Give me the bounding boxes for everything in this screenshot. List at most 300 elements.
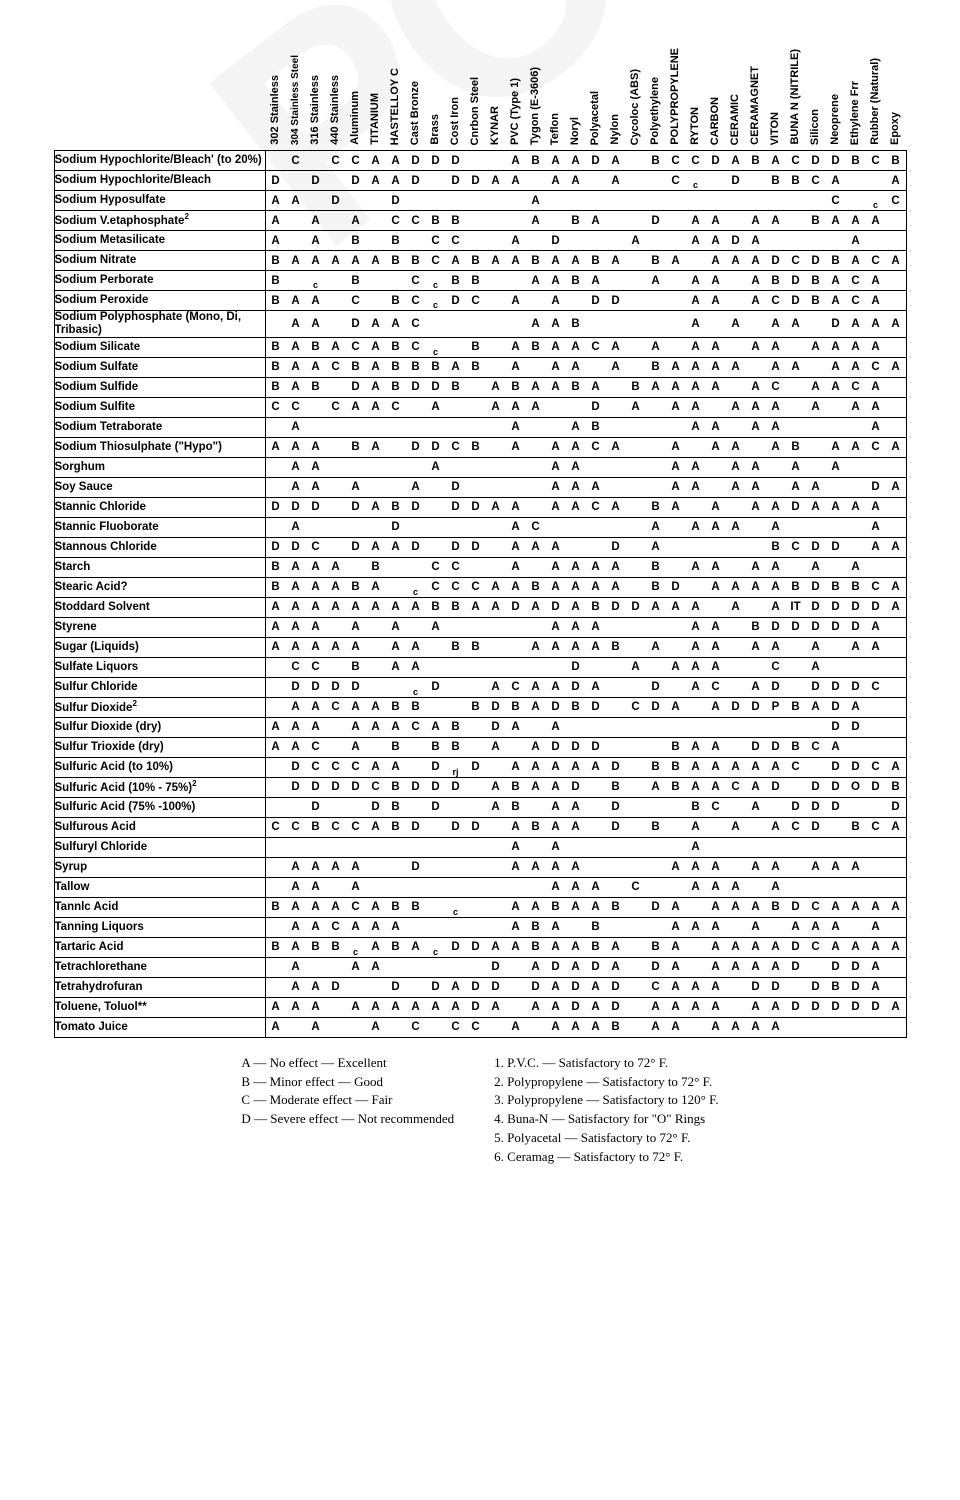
rating-cell [366,637,386,657]
rating-cell: B [386,737,406,757]
rating-cell [746,837,766,857]
rating-cell [686,957,706,977]
rating-cell: A [566,357,586,377]
rating-cell: D [786,797,806,817]
rating-cell: A [866,957,886,977]
rating-cell [726,377,746,397]
rating-cell: D [486,697,506,717]
rating-cell: A [766,311,786,338]
rating-cell: A [866,377,886,397]
rating-cell: B [426,357,446,377]
rating-cell [746,171,766,191]
rating-cell [846,737,866,757]
rating-cell: A [726,1017,746,1037]
rating-cell: D [466,757,486,777]
rating-cell [466,797,486,817]
chemical-name: Sodium Sulfide [54,377,265,397]
rating-cell [726,917,746,937]
rating-cell: C [786,757,806,777]
rating-cell [366,657,386,677]
rating-cell: A [706,617,726,637]
legend-line: A — No effect — Excellent [241,1054,387,1070]
chemical-name: Sulfur Dioxide$^2$ [54,697,265,717]
rating-cell [646,657,666,677]
rating-cell: A [666,597,686,617]
rating-cell [586,517,606,537]
rating-cell: A [546,311,566,338]
rating-cell: B [646,251,666,271]
rating-cell: D [406,857,426,877]
rating-cell [646,797,666,817]
rating-cell [866,877,886,897]
rating-cell: A [806,557,826,577]
rating-cell [786,557,806,577]
rating-cell: A [806,657,826,677]
rating-cell: A [586,977,606,997]
rating-cell [666,291,686,311]
rating-cell: A [386,537,406,557]
rating-cell: C [866,577,886,597]
rating-cell: A [586,617,606,637]
rating-cell: B [566,271,586,291]
rating-cell: A [286,437,306,457]
rating-cell: A [826,337,846,357]
rating-cell: A [566,817,586,837]
rating-cell [306,151,326,171]
rating-cell [806,837,826,857]
rating-cell: C [846,377,866,397]
rating-cell [566,397,586,417]
column-header [586,0,606,151]
rating-cell [426,957,446,977]
rating-cell: C [466,1017,486,1037]
rating-cell: C [766,657,786,677]
rating-cell: A [726,311,746,338]
rating-cell: A [506,497,526,517]
rating-cell: A [746,917,766,937]
rating-cell: A [426,397,446,417]
rating-cell: C [326,917,346,937]
rating-cell: A [506,557,526,577]
rating-cell: A [806,637,826,657]
rating-cell: A [686,737,706,757]
rating-cell: D [826,311,846,338]
rating-cell: B [766,271,786,291]
rating-cell: A [866,917,886,937]
rating-cell: A [286,377,306,397]
rating-cell: A [746,291,766,311]
rating-cell [726,637,746,657]
chemical-name: Sodium Tetraborate [54,417,265,437]
chemical-name: Tanning Liquors [54,917,265,937]
rating-cell [826,817,846,837]
rating-cell: A [586,877,606,897]
rating-cell [886,337,907,357]
rating-cell [326,477,346,497]
rating-cell: A [666,397,686,417]
rating-cell: B [386,337,406,357]
rating-cell [666,517,686,537]
rating-cell: B [446,271,466,291]
rating-cell: A [706,857,726,877]
rating-cell: C [326,697,346,717]
rating-cell: A [766,151,786,171]
rating-cell: B [386,291,406,311]
rating-cell: A [646,377,666,397]
rating-cell: A [766,857,786,877]
rating-cell [886,717,907,737]
rating-cell: c [686,171,706,191]
rating-cell: B [426,211,446,231]
rating-cell: A [766,437,786,457]
chemical-name: Sulfur Trioxide (dry) [54,737,265,757]
rating-cell [766,797,786,817]
rating-cell: A [606,557,626,577]
rating-cell: B [806,291,826,311]
rating-cell: C [446,437,466,457]
rating-cell [486,917,506,937]
rating-cell [726,191,746,211]
rating-cell: D [366,797,386,817]
rating-cell: A [286,697,306,717]
rating-cell: D [265,537,286,557]
column-header [406,0,426,151]
rating-cell [386,877,406,897]
rating-cell: C [286,397,306,417]
rating-cell [646,397,666,417]
rating-cell [466,151,486,171]
rating-cell: C [426,231,446,251]
rating-cell [686,717,706,737]
rating-cell [686,1017,706,1037]
rating-cell: A [666,1017,686,1037]
table-row [54,151,906,171]
rating-cell [426,837,446,857]
rating-cell: D [866,777,886,797]
rating-cell: B [265,377,286,397]
rating-cell [406,397,426,417]
rating-cell: A [286,917,306,937]
rating-cell: A [506,1017,526,1037]
table-row [54,677,906,697]
rating-cell: D [346,777,366,797]
rating-cell: O [846,777,866,797]
rating-cell [486,537,506,557]
rating-cell: D [786,957,806,977]
rating-cell: C [446,557,466,577]
rating-cell [786,777,806,797]
table-row [54,457,906,477]
rating-cell: A [726,817,746,837]
rating-cell [826,397,846,417]
rating-cell: D [606,597,626,617]
rating-cell: A [586,211,606,231]
rating-cell [626,497,646,517]
rating-cell: A [586,757,606,777]
rating-cell [526,357,546,377]
rating-cell [786,377,806,397]
rating-cell [626,897,646,917]
rating-cell: A [846,251,866,271]
rating-cell [606,191,626,211]
rating-cell: C [346,757,366,777]
rating-cell: A [366,377,386,397]
rating-cell [786,397,806,417]
rating-cell: D [466,977,486,997]
rating-cell: D [406,817,426,837]
rating-cell [626,271,646,291]
rating-cell: A [846,557,866,577]
rating-cell [846,171,866,191]
rating-cell [426,637,446,657]
chemical-name: Sulfate Liquors [54,657,265,677]
rating-cell: A [746,251,766,271]
rating-cell [726,837,746,857]
rating-cell: D [826,617,846,637]
rating-cell: A [566,857,586,877]
rating-cell [626,797,646,817]
rating-cell: D [786,937,806,957]
rating-cell [386,437,406,457]
rating-cell [506,877,526,897]
rating-cell [265,677,286,697]
rating-cell: A [486,377,506,397]
rating-cell: D [806,151,826,171]
rating-cell [606,877,626,897]
rating-cell: A [666,437,686,457]
rating-cell: A [265,617,286,637]
rating-cell: A [346,917,366,937]
rating-cell: A [826,917,846,937]
rating-cell [766,717,786,737]
rating-cell: D [346,377,366,397]
rating-cell [846,191,866,211]
rating-cell [526,617,546,637]
rating-cell: A [606,357,626,377]
rating-cell: A [686,977,706,997]
rating-cell: C [446,231,466,251]
rating-cell: B [646,497,666,517]
rating-cell [446,677,466,697]
rating-cell [846,797,866,817]
rating-cell: A [286,477,306,497]
chemical-name: Styrene [54,617,265,637]
rating-cell [746,191,766,211]
legend-line: 6. Ceramag — Satisfactory to 72° F. [494,1148,684,1164]
rating-cell: A [386,597,406,617]
rating-cell: A [506,757,526,777]
rating-cell [326,171,346,191]
rating-cell [666,417,686,437]
rating-cell [386,677,406,697]
rating-cell: B [586,597,606,617]
rating-cell: A [866,977,886,997]
rating-cell: A [406,997,426,1017]
rating-cell: C [806,171,826,191]
rating-cell: D [726,171,746,191]
rating-cell: C [386,397,406,417]
rating-cell [626,937,646,957]
rating-cell: D [286,497,306,517]
rating-cell: D [806,251,826,271]
rating-cell: A [566,437,586,457]
rating-cell [606,477,626,497]
rating-cell [866,457,886,477]
rating-cell: A [526,957,546,977]
rating-cell: B [526,151,546,171]
rating-cell [586,537,606,557]
rating-cell: A [526,677,546,697]
rating-cell [586,857,606,877]
rating-cell [326,877,346,897]
rating-cell: A [686,457,706,477]
rating-cell: A [546,937,566,957]
rating-cell: B [846,151,866,171]
rating-cell: A [486,737,506,757]
rating-cell: A [646,537,666,557]
rating-cell: C [426,577,446,597]
rating-cell [466,617,486,637]
rating-cell [426,417,446,437]
rating-cell: A [506,937,526,957]
rating-cell: D [446,477,466,497]
rating-cell: A [286,517,306,537]
rating-cell: A [846,311,866,338]
rating-cell: A [366,171,386,191]
rating-cell [666,617,686,637]
rating-cell [826,837,846,857]
rating-cell [866,657,886,677]
rating-cell: A [626,657,646,677]
rating-cell: D [466,537,486,557]
rating-cell: C [326,817,346,837]
rating-cell: B [386,777,406,797]
rating-cell: A [666,657,686,677]
legend-line: 3. Polypropylene — Satisfactory to 120° F. [494,1092,719,1108]
chemical-name: Tannlc Acid [54,897,265,917]
rating-cell: A [826,377,846,397]
rating-cell: A [386,997,406,1017]
rating-cell: D [866,477,886,497]
rating-cell: D [826,597,846,617]
rating-cell [265,977,286,997]
table-row [54,291,906,311]
rating-cell: A [306,617,326,637]
rating-cell: B [386,937,406,957]
rating-cell [706,537,726,557]
rating-cell [626,717,646,737]
rating-cell: D [406,497,426,517]
rating-cell [606,737,626,757]
table-row [54,557,906,577]
rating-cell [626,637,646,657]
rating-cell: A [826,291,846,311]
rating-cell [786,517,806,537]
rating-cell: A [366,757,386,777]
rating-cell [265,957,286,977]
rating-cell: D [586,957,606,977]
rating-cell [646,717,666,737]
rating-cell [726,617,746,637]
rating-cell: D [766,251,786,271]
rating-cell: C [786,251,806,271]
rating-cell: B [466,251,486,271]
rating-cell [666,537,686,557]
column-header-label: Brass [429,114,441,145]
rating-cell: A [566,457,586,477]
rating-cell [366,837,386,857]
rating-cell: B [786,171,806,191]
column-header [606,0,626,151]
rating-cell: D [846,597,866,617]
rating-cell: A [886,477,907,497]
rating-cell: A [726,151,746,171]
rating-cell: A [866,537,886,557]
rating-cell [526,797,546,817]
rating-cell: B [386,251,406,271]
rating-cell: A [686,637,706,657]
rating-cell: A [826,171,846,191]
rating-cell: A [706,657,726,677]
rating-cell [706,311,726,338]
rating-cell: C [866,757,886,777]
chemical-name: Sodium V.etaphosphate$^2$ [54,211,265,231]
rating-cell: C [766,291,786,311]
rating-cell: A [506,917,526,937]
rating-cell: A [286,251,306,271]
rating-cell: A [265,1017,286,1037]
rating-cell: A [726,897,746,917]
rating-cell: D [826,151,846,171]
rating-cell: A [606,957,626,977]
rating-cell: c [446,897,466,917]
rating-cell: A [586,997,606,1017]
rating-cell [466,877,486,897]
table-row [54,777,906,797]
legend-line: 1. P.V.C. — Satisfactory to 72° F. [494,1054,669,1070]
rating-cell: A [566,497,586,517]
rating-cell: C [326,757,346,777]
rating-cell: A [846,357,866,377]
rating-cell [446,337,466,357]
column-header-label: 304 Stainless Steel [289,54,301,145]
rating-cell [326,417,346,437]
rating-cell: B [406,697,426,717]
rating-cell: A [726,957,746,977]
rating-cell: A [406,637,426,657]
rating-cell [406,517,426,537]
rating-cell [666,877,686,897]
column-header [346,0,366,151]
table-body [54,151,906,1038]
rating-cell [786,677,806,697]
rating-cell [786,977,806,997]
rating-cell: A [886,817,907,837]
rating-cell: A [506,537,526,557]
column-header-label: VITON [769,111,781,145]
rating-cell: B [786,737,806,757]
rating-cell: A [386,637,406,657]
rating-cell: A [686,211,706,231]
rating-cell: A [346,737,366,757]
rating-cell [366,737,386,757]
rating-cell [646,231,666,251]
rating-cell [786,877,806,897]
rating-cell: A [566,337,586,357]
rating-cell: A [766,937,786,957]
rating-cell [886,377,907,397]
rating-cell: A [286,977,306,997]
